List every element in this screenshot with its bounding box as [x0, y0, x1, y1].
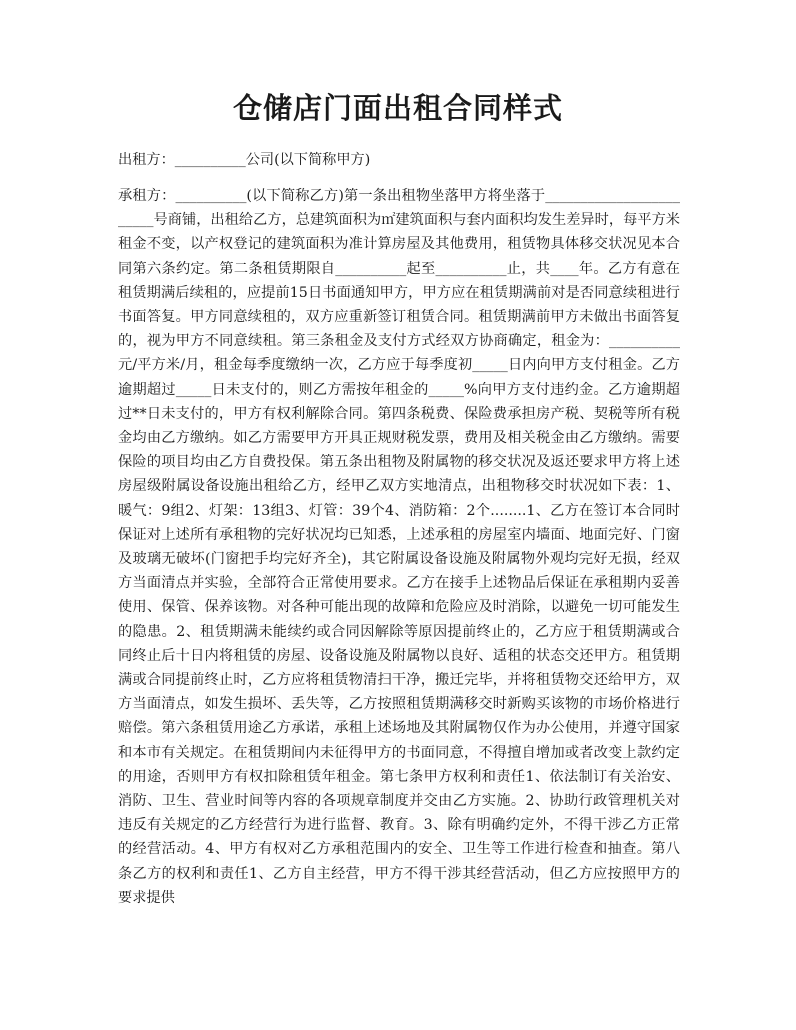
- contract-body: 承租方：__________(以下简称乙方)第一条出租物坐落甲方将坐落于________________________号商铺，出租给乙方，总建筑面积为㎡建筑面积与套内面积均发生差异时，每平方米租金不变，以产权登记的建筑面积为准计算房屋及其他费用，租赁物具体移交状况见本合同第六条约定。第二条租赁期限自__________起至__________止，共____年。乙方有意在租赁期满后续租的，应提前15日书面通知甲方，甲方应在租赁期满前对是否同意续租进行书面答复。甲方同意续租的，双方应重新签订租赁合同。租赁期满前甲方未做出书面答复的，视为甲方不同意续租。第三条租金及支付方式经双方协商确定，租金为：__________元/平方米/月，租金每季度缴纳一次，乙方应于每季度初_____日内向甲方支付租金。乙方逾期超过_____日未支付的，则乙方需按年租金的_____%向甲方支付违约金。乙方逾期超过**日未支付的，甲方有权利解除合同。第四条税费、保险费承担房产税、契税等所有税金均由乙方缴纳。如乙方需要甲方开具正规财税发票，费用及相关税金由乙方缴纳。需要保险的项目均由乙方自费投保。第五条出租物及附属物的移交状况及返还要求甲方将上述房屋级附属设备设施出租给乙方，经甲乙双方实地清点，出租物移交时状况如下表：1、暖气：9组2、灯架：13组3、灯管：39个4、消防箱：2个........1、乙方在签订本合同时保证对上述所有承租物的完好状况均已知悉，上述承租的房屋室内墙面、地面完好、门窗及玻璃无破坏(门窗把手均完好齐全)，其它附属设备设施及附属物外观均完好无损，经双方当面清点并实验，全部符合正常使用要求。乙方在接手上述物品后保证在承租期内妥善使用、保管、保养该物。对各种可能出现的故障和危险应及时消除，以避免一切可能发生的隐患。2、租赁期满未能续约或合同因解除等原因提前终止的，乙方应于租赁期满或合同终止后十日内将租赁的房屋、设备设施及附属物以良好、适租的状态交还甲方。租赁期满或合同提前终止时，乙方应将租赁物清扫干净，搬迁完毕，并将租赁物交还给甲方，双方当面清点，如发生损坏、丢失等，乙方按照租赁期满移交时新购买该物的市场价格进行赔偿。第六条租赁用途乙方承诺，承租上述场地及其附属物仅作为办公使用，并遵守国家和本市有关规定。在租赁期间内未征得甲方的书面同意，不得擅自增加或者改变上款约定的用途，否则甲方有权扣除租赁年租金。第七条甲方权利和责任1、依法制订有关治安、消防、卫生、营业时间等内容的各项规章制度并交由乙方实施。2、协助行政管理机关对违反有关规定的乙方经营行为进行监督、教育。3、除有明确约定外，不得干涉乙方正常的经营活动。4、甲方有权对乙方承租范围内的安全、卫生等工作进行检查和抽查。第八条乙方的权利和责任1、乙方自主经营，甲方不得干涉其经营活动，但乙方应按照甲方的要求提供: [118, 188, 680, 906]
- document-title: 仓储店门面出租合同样式: [232, 91, 563, 125]
- lessor-line: 出租方：__________公司(以下简称甲方): [118, 152, 371, 168]
